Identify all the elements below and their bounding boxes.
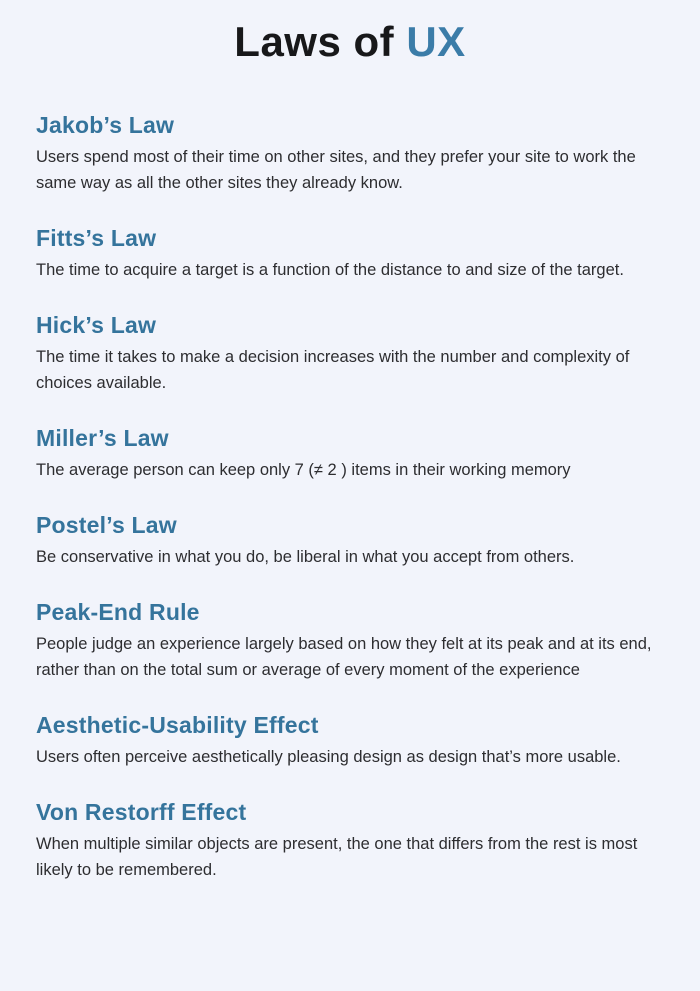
law-section-millers-law [36, 424, 664, 483]
law-name: Hick’s Law [36, 311, 157, 338]
law-section-jakobs-law [36, 111, 664, 196]
law-name: Jakob’s Law [36, 111, 175, 138]
law-section-postels-law [36, 511, 664, 570]
law-section-aesthetic-usability-effect [36, 711, 664, 770]
law-description: The time it takes to make a decision increases with the number and complexity of choices available. [36, 347, 630, 392]
law-description: People judge an experience largely based on how they felt at its peak and at its end, rather than on the total sum or average of every moment of the experience [36, 634, 652, 679]
page-title-text: Laws of [234, 18, 407, 65]
law-section-hicks-law [36, 311, 664, 396]
law-name: Von Restorff Effect [36, 798, 247, 825]
law-description: The average person can keep only 7 (≠ 2 ) items in their working memory [36, 460, 571, 479]
law-description: Be conservative in what you do, be liberal in what you accept from others. [36, 547, 575, 566]
law-name: Miller’s Law [36, 424, 169, 451]
law-section-von-restorff-effect [36, 798, 664, 883]
law-description: The time to acquire a target is a function of the distance to and size of the target. [36, 260, 624, 279]
law-description: Users spend most of their time on other sites, and they prefer your site to work the same way as all the other sites they already know. [36, 147, 636, 192]
law-section-peak-end-rule [36, 598, 664, 683]
law-name: Aesthetic-Usability Effect [36, 711, 319, 738]
law-section-fittss-law [36, 224, 664, 283]
page-title-ux-highlight: UX [406, 18, 466, 65]
law-name: Fitts’s Law [36, 224, 157, 251]
law-description: When multiple similar objects are present, the one that differs from the rest is most likely to be remembered. [36, 834, 638, 879]
law-name: Peak-End Rule [36, 598, 200, 625]
law-description: Users often perceive aesthetically pleasing design as design that’s more usable. [36, 747, 621, 766]
page-title [36, 14, 664, 71]
law-name: Postel’s Law [36, 511, 177, 538]
